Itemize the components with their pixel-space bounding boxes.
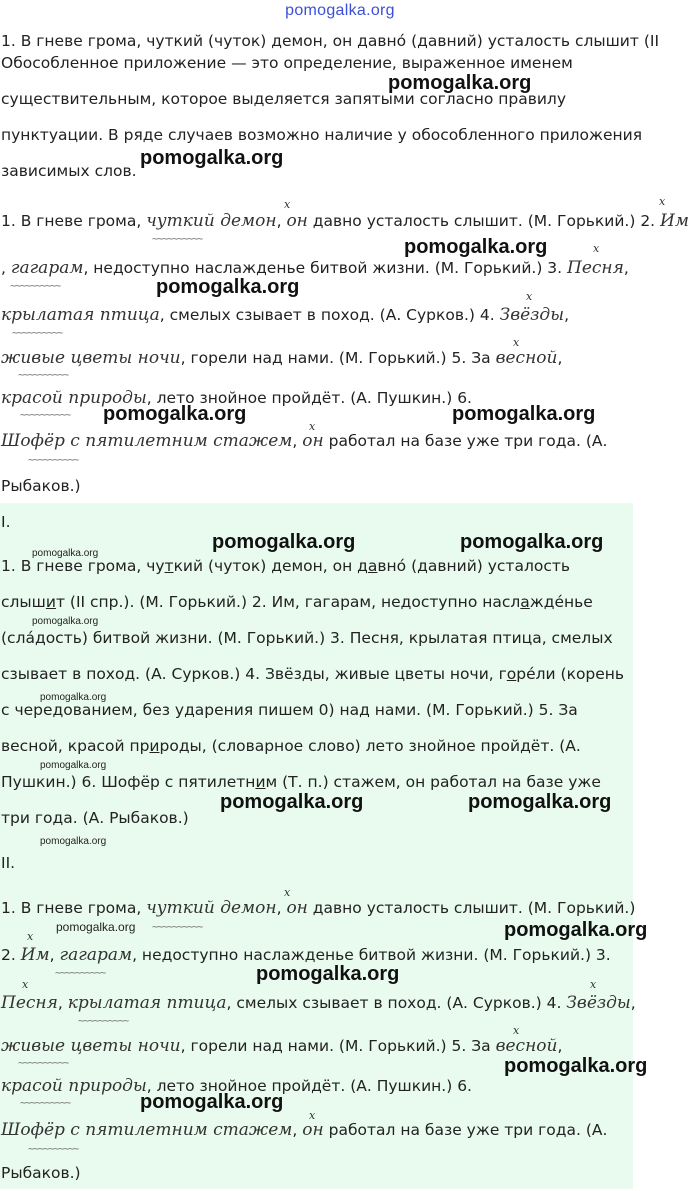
subject-mark: x — [284, 886, 291, 899]
watermark-small: pomogalka.org — [32, 548, 99, 559]
highlighted-letter: т — [164, 557, 174, 575]
subject-word: он — [286, 211, 308, 231]
subject-word: Им — [660, 211, 689, 231]
answer1-line: сзывает в поход. (А. Сурков.) 4. Звёзды, живые цветы ночи, горе́ли (корень — [1, 665, 625, 683]
answer1-line: слышит (II спр.). (М. Горький.) 2. Им, гагарам, недоступно наслажде́нье — [1, 593, 593, 611]
example-line-6: Шофёр с пятилетним стажем, он работал на базе уже три года. (А. — [1, 431, 608, 451]
subject-mark: x — [513, 1024, 520, 1037]
watermark: pomogalka.org — [220, 791, 364, 813]
watermark: pomogalka.org — [388, 72, 532, 94]
watermark-small: pomogalka.org — [40, 760, 107, 771]
wavy-underline: ~~~~~~~~~~ — [18, 370, 69, 381]
answer2-line: живые цветы ночи, горели над нами. (М. Горький.) 5. За весной, — [1, 1036, 563, 1056]
watermark: pomogalka.org — [452, 403, 596, 425]
wavy-underline: ~~~~~~~~~~ — [10, 281, 61, 292]
watermark: pomogalka.org — [504, 919, 648, 941]
watermark: pomogalka.org — [504, 1055, 648, 1077]
subject-mark: x — [284, 198, 291, 211]
section-label: I. — [1, 513, 11, 531]
wavy-underline: ~~~~~~~~~~ — [152, 234, 203, 245]
answer1-line: 1. В гневе грома, чуткий (чуток) демон, он давно́ (давний) усталость — [1, 557, 571, 575]
highlighted-letter: а — [520, 593, 530, 611]
answer2-line: 1. В гневе грома, чуткий демон, он давно усталость слышит. (М. Горький.) — [1, 898, 636, 918]
subject-mark: x — [590, 978, 597, 991]
intro-line: существительным, которое выделяется запятыми согласно правилу — [1, 90, 566, 108]
subject-mark: x — [27, 930, 34, 943]
subject-mark: x — [526, 290, 533, 303]
wavy-underline: ~~~~~~~~~~ — [20, 1098, 71, 1109]
watermark: pomogalka.org — [140, 147, 284, 169]
example-line-4: живые цветы ночи, горели над нами. (М. Горький.) 5. За весной, — [1, 348, 563, 368]
wavy-underline: ~~~~~~~~~~ — [28, 1144, 79, 1155]
subject-mark: x — [513, 336, 520, 349]
subject-mark: x — [309, 1109, 316, 1122]
watermark: pomogalka.org — [256, 963, 400, 985]
answer2-line: Шофёр с пятилетним стажем, он работал на базе уже три года. (А. — [1, 1120, 608, 1140]
highlighted-letter: и — [149, 737, 160, 755]
intro-line: зависимых слов. — [1, 162, 137, 180]
intro-line: Обособленное приложение — это определение, выраженное именем — [1, 54, 573, 72]
watermark-small: pomogalka.org — [40, 692, 107, 703]
watermark: pomogalka.org — [212, 531, 356, 553]
watermark: pomogalka.org — [468, 791, 612, 813]
answer1-line: весной, красой природы, (словарное слово) лето знойное пройдёт. (А. — [1, 737, 581, 755]
watermark: pomogalka.org — [156, 276, 300, 298]
answer2-line: 2. Им, гагарам, недоступно наслажденье битвой жизни. (М. Горький.) 3. — [1, 945, 611, 965]
watermark-small: pomogalka.org — [56, 920, 136, 934]
watermark: pomogalka.org — [140, 1091, 284, 1113]
watermark: pomogalka.org — [460, 531, 604, 553]
highlighted-letter: а — [367, 557, 378, 575]
watermark: pomogalka.org — [103, 403, 247, 425]
subject-mark: x — [22, 978, 29, 991]
section-label: II. — [1, 854, 16, 872]
answer2-line: Рыбаков.) — [1, 1164, 81, 1182]
wavy-underline: ~~~~~~~~~~ — [12, 328, 63, 339]
answer1-line: с чередованием, без ударения пишем 0) над нами. (М. Горький.) 5. За — [1, 701, 578, 719]
watermark-small: pomogalka.org — [32, 616, 99, 627]
subject-mark: x — [659, 195, 666, 208]
example-line-3: крылатая птица, смелых сзывает в поход. (А. Сурков.) 4. Звёзды, — [1, 305, 569, 325]
highlighted-letter: о — [506, 665, 517, 683]
wavy-underline: ~~~~~~~~~~ — [20, 410, 71, 421]
appositive: чуткий демон — [146, 211, 277, 231]
wavy-underline: ~~~~~~~~~~ — [55, 968, 106, 979]
example-line-1: 1. В гневе грома, чуткий демон, он давно усталость слышит. (М. Горький.) 2. Им — [1, 211, 689, 231]
watermark-small: pomogalka.org — [40, 836, 107, 847]
watermark: pomogalka.org — [404, 236, 548, 258]
wavy-underline: ~~~~~~~~~~ — [152, 922, 203, 933]
intro-line: пунктуации. В ряде случаев возможно наличие у обособленного приложения — [1, 126, 643, 144]
highlighted-letter: и — [255, 773, 266, 791]
answer1-line: (сла́дость) битвой жизни. (М. Горький.) 3. Песня, крылатая птица, смелых — [1, 629, 613, 647]
intro-overlap-line: 1. В гневе грома, чуткий (чуток) демон, он давно́ (давний) усталость слышит (II — [1, 32, 660, 50]
example-line-2: , гагарам, недоступно наслажденье битвой жизни. (М. Горький.) 3. Песня, — [1, 258, 629, 278]
subject-mark: x — [309, 420, 316, 433]
answer2-line: Песня, крылатая птица, смелых сзывает в поход. (А. Сурков.) 4. Звёзды, — [1, 993, 636, 1013]
example-line-5: красой природы, лето знойное пройдёт. (А. Пушкин.) 6. — [1, 388, 472, 408]
answer1-line: три года. (А. Рыбаков.) — [1, 809, 189, 827]
example-line-7: Рыбаков.) — [1, 477, 81, 495]
wavy-underline: ~~~~~~~~~~ — [28, 455, 79, 466]
site-logo[interactable]: pomogalka.org — [285, 2, 395, 19]
subject-mark: x — [593, 242, 600, 255]
answer1-line: Пушкин.) 6. Шофёр с пятилетним (Т. п.) стажем, он работал на базе уже — [1, 773, 601, 791]
highlighted-letter: и — [45, 593, 56, 611]
wavy-underline: ~~~~~~~~~~ — [18, 1058, 69, 1069]
wavy-underline: ~~~~~~~~~~ — [78, 1016, 129, 1027]
answer2-line: красой природы, лето знойное пройдёт. (А. Пушкин.) 6. — [1, 1076, 472, 1096]
